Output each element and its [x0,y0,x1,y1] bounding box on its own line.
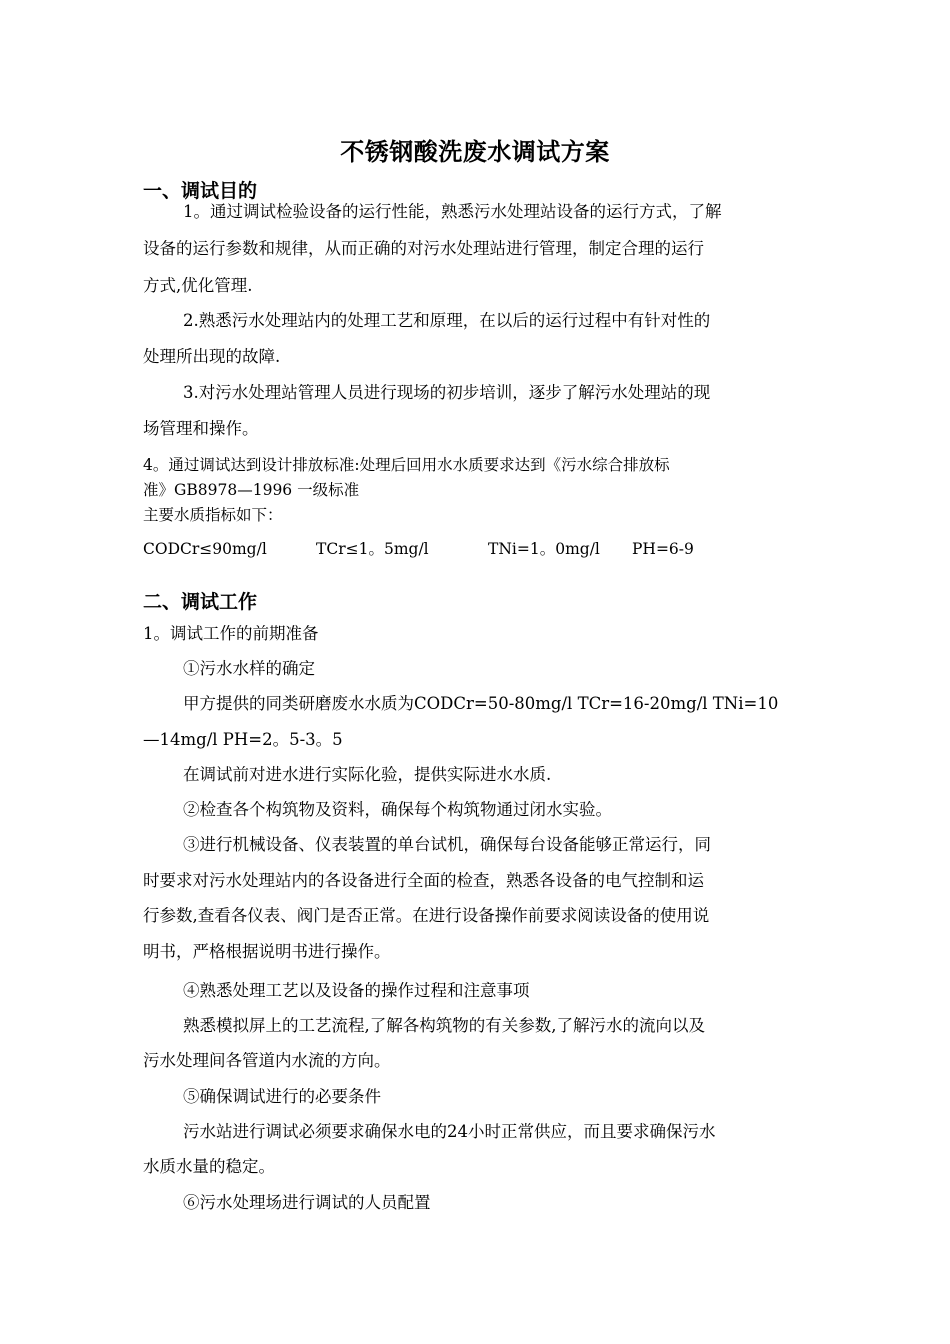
document-title: 不锈钢酸洗废水调试方案 [340,137,610,166]
paragraph-line: —14mg/l PH=2。5-3。5 [143,730,343,749]
indicator-tni: TNi=1。0mg/l [488,540,600,558]
paragraph-line: 污水处理间各管道内水流的方向。 [143,1051,391,1070]
paragraph-line: 方式,优化管理. [143,276,253,295]
paragraph-line: 4。通过调试达到设计排放标准:处理后回用水水质要求达到《污水综合排放标 [143,456,670,474]
paragraph-line: 设备的运行参数和规律，从而正确的对污水处理站进行管理，制定合理的运行 [143,239,704,258]
paragraph-line: 甲方提供的同类研磨废水水质为CODCr=50-80mg/l TCr=16-20mg/l TNi=10 [183,694,779,713]
paragraph-line: ③进行机械设备、仪表装置的单台试机，确保每台设备能够正常运行，同 [183,835,711,854]
paragraph-line: 水质水量的稳定。 [143,1157,275,1176]
paragraph-line: 行参数,查看各仪表、阀门是否正常。在进行设备操作前要求阅读设备的使用说 [143,906,710,925]
item-heading: ①污水水样的确定 [183,659,315,678]
item-heading: ⑤确保调试进行的必要条件 [183,1087,381,1106]
paragraph-line: 处理所出现的故障. [143,347,281,366]
indicator-codcr: CODCr≤90mg/l [143,540,267,558]
indicator-tcr: TCr≤1。5mg/l [316,540,429,558]
paragraph-line: 主要水质指标如下： [143,506,283,524]
section-1-heading: 一、调试目的 [143,180,258,202]
paragraph-line: 明书，严格根据说明书进行操作。 [143,942,391,961]
subsection-heading: 1。调试工作的前期准备 [143,624,319,643]
paragraph-line: 时要求对污水处理站内的各设备进行全面的检查，熟悉各设备的电气控制和运 [143,871,704,890]
indicator-ph: PH=6-9 [632,540,694,558]
paragraph-line: 熟悉模拟屏上的工艺流程,了解各构筑物的有关参数,了解污水的流向以及 [183,1016,705,1035]
item-heading: ⑥污水处理场进行调试的人员配置 [183,1193,431,1212]
item-heading: ④熟悉处理工艺以及设备的操作过程和注意事项 [183,981,530,1000]
paragraph-line: 3.对污水处理站管理人员进行现场的初步培训，逐步了解污水处理站的现 [183,383,711,402]
item-heading: ②检查各个构筑物及资料，确保每个构筑物通过闭水实验。 [183,800,612,819]
paragraph-line: 污水站进行调试必须要求确保水电的24小时正常供应，而且要求确保污水 [183,1122,716,1141]
paragraph-line: 准》GB8978—1996 一级标准 [143,481,360,499]
section-2-heading: 二、调试工作 [143,591,258,613]
paragraph-line: 1。通过调试检验设备的运行性能，熟悉污水处理站设备的运行方式，了解 [183,202,722,221]
paragraph-line: 在调试前对进水进行实际化验，提供实际进水水质. [183,765,552,784]
paragraph-line: 2.熟悉污水处理站内的处理工艺和原理，在以后的运行过程中有针对性的 [183,311,711,330]
paragraph-line: 场管理和操作。 [143,419,259,438]
